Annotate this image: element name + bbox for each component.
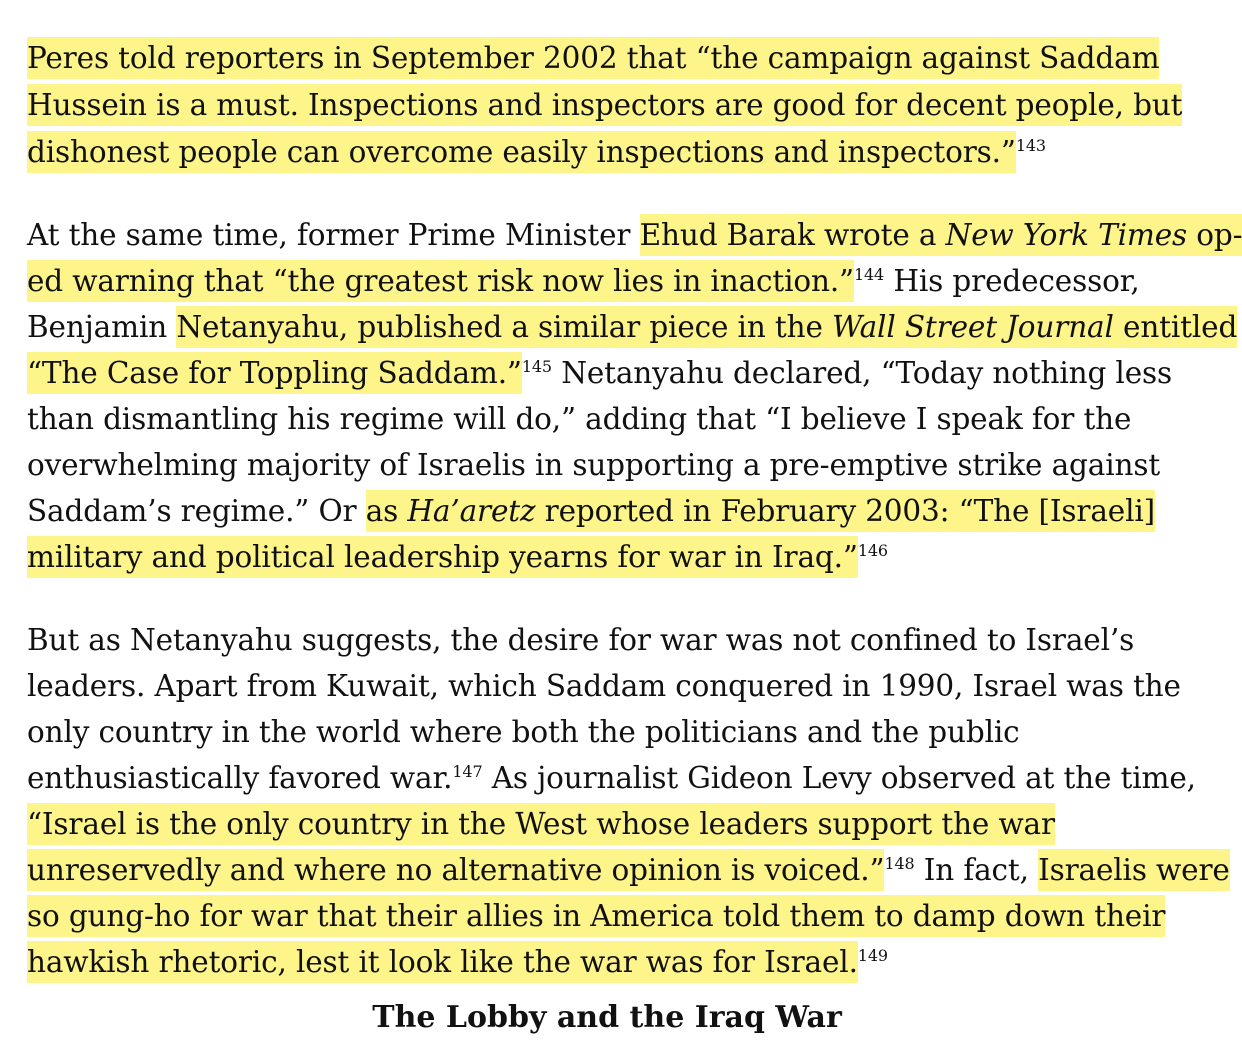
p3-line-2 (27, 663, 1181, 709)
footnote-ref-143: 143 (1015, 136, 1046, 155)
text: Saddam’s regime.” Or (27, 494, 366, 528)
text: enthusiastically favored war. (27, 761, 453, 795)
text: Netanyahu, published a similar piece in the (176, 310, 833, 344)
text: His predecessor, (884, 264, 1140, 298)
highlight: Hussein is a must. Inspections and inspectors are good for decent people, but (27, 84, 1182, 126)
text: as (365, 494, 408, 528)
p2-line-3 (27, 304, 1237, 350)
p2-line-7 (27, 488, 1155, 534)
highlight (366, 490, 1155, 532)
highlight: so gung-ho for war that their allies in America told them to damp down their (27, 895, 1165, 937)
p2-line-5 (27, 396, 1131, 442)
text: Ehud Barak wrote a (639, 218, 946, 252)
footnote-ref-145: 145 (521, 357, 552, 376)
footnote-ref-147: 147 (452, 762, 483, 781)
text: As journalist Gideon Levy observed at the time, (482, 761, 1196, 795)
highlight: “Israel is the only country in the West whose leaders support the war (27, 803, 1055, 845)
text: leaders. Apart from Kuwait, which Saddam conquered in 1990, Israel was the (27, 669, 1181, 703)
highlight: military and political leadership yearns for war in Iraq.” (27, 536, 858, 578)
text: overwhelming majority of Israelis in supporting a pre-emptive strike against (27, 448, 1161, 482)
text: only country in the world where both the politicians and the public (27, 715, 1020, 749)
section-heading: The Lobby and the Iraq War (372, 1000, 842, 1035)
text: reported in February 2003: “The [Israeli] (535, 494, 1156, 528)
publication-title: Ha’aretz (407, 494, 536, 528)
footnote-ref-149: 149 (857, 946, 888, 965)
text: op- (1187, 218, 1242, 252)
footnote-ref-144: 144 (854, 265, 885, 284)
text: At the same time, former Prime Minister (27, 218, 640, 252)
highlight: “The Case for Toppling Saddam.” (27, 352, 522, 394)
p2-line-8 (27, 534, 888, 580)
p3-line-5 (27, 801, 1055, 847)
highlight (176, 306, 1237, 348)
highlight: Peres told reporters in September 2002 that “the campaign against Saddam (27, 37, 1159, 79)
p2-line-2 (27, 258, 1140, 304)
highlight: dishonest people can overcome easily inspections and inspectors.” (27, 131, 1016, 173)
p1-line-2 (27, 82, 1182, 128)
text: Benjamin (27, 310, 177, 344)
p2-line-1 (27, 212, 1242, 258)
p3-line-8 (27, 939, 888, 985)
text: than dismantling his regime will do,” adding that “I believe I speak for the (27, 402, 1132, 436)
p3-line-6 (27, 847, 1230, 893)
text: Netanyahu declared, “Today nothing less (551, 356, 1172, 390)
text: entitled (1113, 310, 1238, 344)
publication-title: New York Times (945, 218, 1188, 252)
publication-title: Wall Street Journal (832, 310, 1114, 344)
p1-line-1 (27, 35, 1159, 81)
p2-line-4 (27, 350, 1172, 396)
text: But as Netanyahu suggests, the desire for war was not confined to Israel’s (27, 623, 1135, 657)
highlight: Israelis were (1038, 849, 1230, 891)
highlight (640, 214, 1242, 256)
p3-line-7 (27, 893, 1165, 939)
highlight: hawkish rhetoric, lest it look like the war was for Israel. (27, 941, 858, 983)
p3-line-3 (27, 709, 1020, 755)
highlight: unreservedly and where no alternative opinion is voiced.” (27, 849, 884, 891)
p3-line-4 (27, 755, 1196, 801)
p2-line-6 (27, 442, 1160, 488)
text: In fact, (914, 853, 1039, 887)
highlight: ed warning that “the greatest risk now lies in inaction.” (27, 260, 854, 302)
footnote-ref-146: 146 (857, 541, 888, 560)
p1-line-3 (27, 129, 1046, 175)
footnote-ref-148: 148 (884, 854, 915, 873)
p3-line-1 (27, 617, 1134, 663)
